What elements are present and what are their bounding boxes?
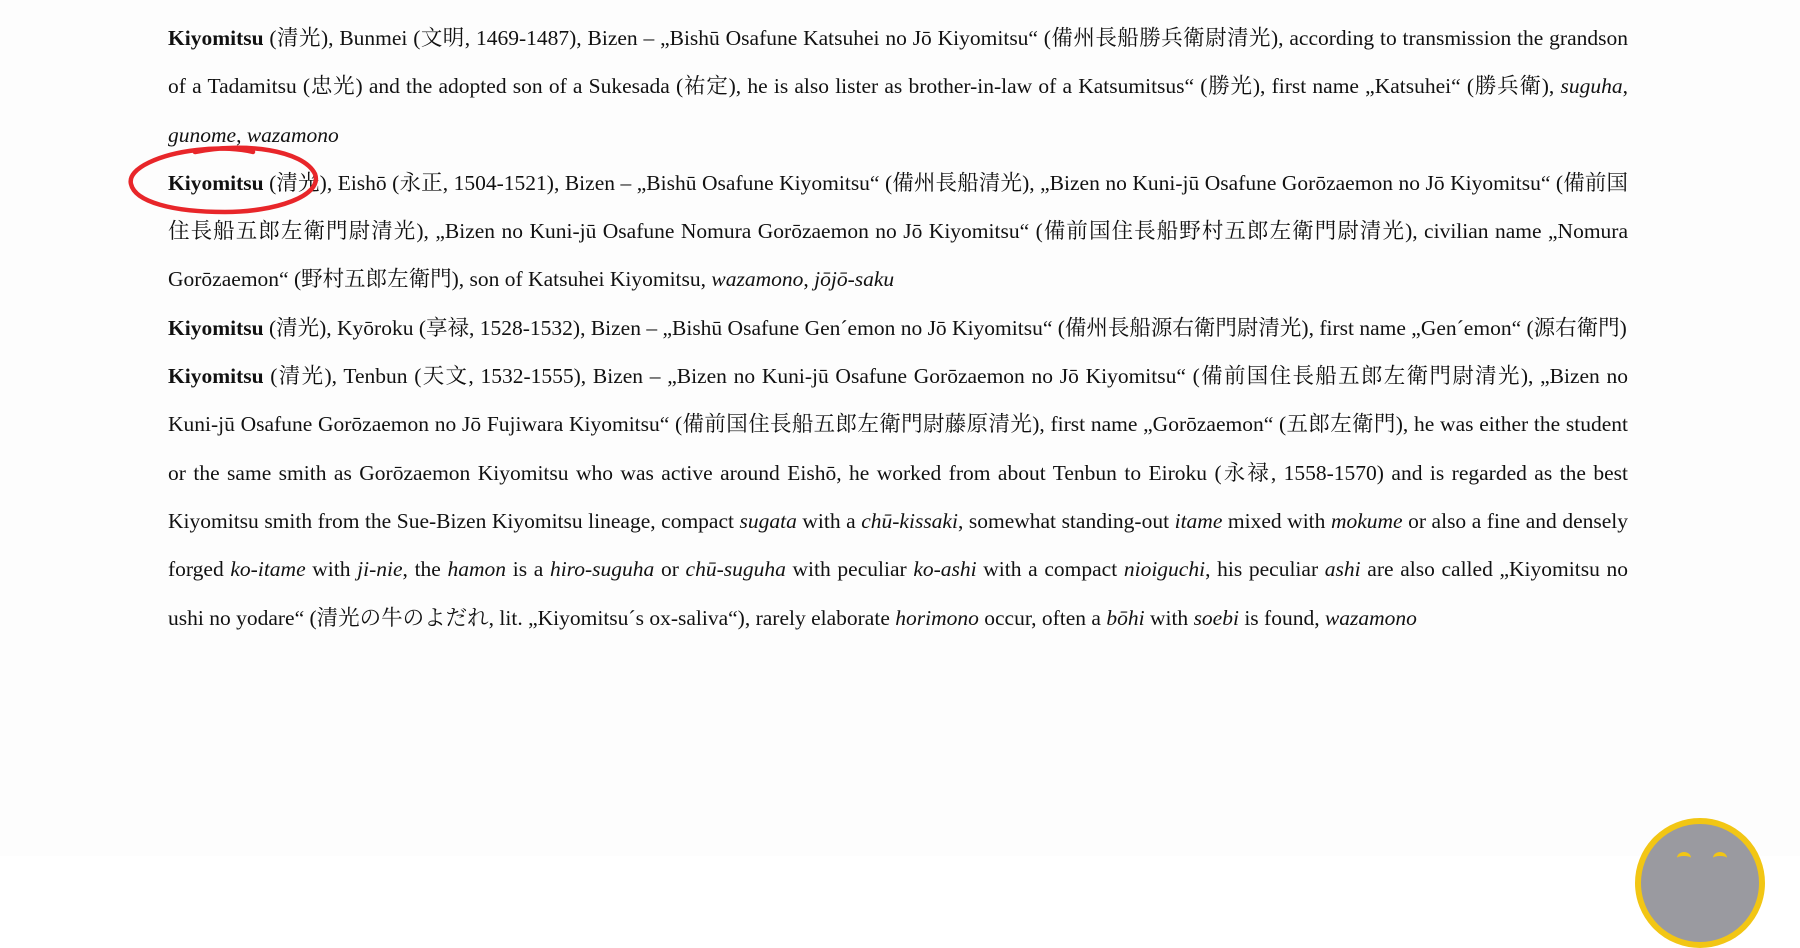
italic-term: gunome [168, 122, 237, 147]
text-run: (清光), Tenbun (天文, 1532-1555), Bizen – „Bizen no Kuni-jū Osafune Gorōzaemon no Jō Kiyomitsu“ (備前国住長船五郎左衛門尉清光), „Bizen no Kuni-jū Osafune Gorōzaemon no Jō Fujiwara Kiyomitsu“ (備前国住長船五郎左衛門尉藤原清光), first name „Gorōzaemon“ (五郎左衛門), he was either the student or the same smith as Gorōzaemon Kiyomitsu who was active around Eishō, he worked from about Tenbun to Eiroku (永禄, 1558-1570) and is regarded as the best Kiyomitsu smith from the Sue-Bizen Kiyomitsu lineage, compact [168, 364, 1628, 533]
text-run: , the [402, 557, 448, 582]
text-run: , [803, 267, 815, 292]
badge-eye-left [1677, 852, 1691, 864]
entry-name: Kiyomitsu [168, 26, 264, 50]
italic-term: chū-kissaki [861, 508, 958, 533]
text-run: mixed with [1222, 508, 1331, 533]
italic-term: jōjō-saku [814, 267, 895, 292]
italic-term: horimono [895, 605, 979, 630]
italic-term: hiro-suguha [549, 557, 655, 582]
entry-kiyomitsu-eisho [168, 159, 1628, 304]
text-run: is found, [1238, 605, 1325, 630]
text-run: with [305, 557, 358, 582]
entry-name: Kiyomitsu [168, 170, 264, 195]
italic-term: ashi [1324, 557, 1361, 582]
text-run: occur, often a [978, 605, 1107, 630]
text-run: , [1622, 74, 1628, 99]
text-run: (清光), Eishō (永正, 1504-1521), Bizen – „Bishū Osafune Kiyomitsu“ (備州長船清光), „Bizen no Kuni-jū Osafune Gorōzaemon no Jō Kiyomitsu“ (備前国住長船五郎左衛門尉清光), „Bizen no Kuni-jū Osafune Nomura Gorōzaemon no Jō Kiyomitsu“ (備前国住長船野村五郎左衛門尉清光), civilian name „Nomura Gorōzaemon“ (野村五郎左衛門), son of Katsuhei Kiyomitsu, [168, 170, 1628, 292]
text-run: (清光), Bunmei (文明, 1469-1487), Bizen – „Bishū Osafune Katsuhei no Jō Kiyomitsu“ (備州長船勝兵衛尉清光), according to transmission the grandson of a Tadamitsu (忠光) and the adopted son of a Sukesada (祐定), he is also lister as brother-in-law of a Katsumitsus“ (勝光), first name „Katsuhei“ (勝兵衛), [168, 26, 1628, 99]
italic-term: bōhi [1106, 605, 1145, 630]
italic-term: ko-itame [230, 557, 306, 582]
text-run: (清光), Kyōroku (享禄, 1528-1532), Bizen – „Bishū Osafune Gen´emon no Jō Kiyomitsu“ (備州長船源右衛門尉清光), first name „Gen´emon“ (源右衛門) [263, 315, 1627, 340]
italic-term: soebi [1193, 605, 1239, 630]
text-run: is a [506, 557, 550, 582]
italic-term: nioiguchi [1123, 557, 1206, 582]
entry-text [168, 26, 1628, 147]
italic-term: wazamono [711, 267, 804, 292]
entry-kiyomitsu-bunmei [168, 14, 1628, 159]
text-run: with [1144, 605, 1194, 630]
entry-text [264, 316, 1627, 340]
italic-term: itame [1174, 508, 1223, 533]
italic-term: mokume [1330, 508, 1403, 533]
italic-term: ko-ashi [913, 557, 977, 582]
italic-term: wazamono [246, 122, 339, 147]
document-content [168, 14, 1628, 642]
entry-name: Kiyomitsu [168, 315, 264, 340]
entry-text [168, 171, 1628, 292]
italic-term: ji-nie [357, 557, 403, 582]
text-run: , his peculiar [1205, 557, 1325, 582]
text-run: with a compact [976, 557, 1124, 582]
italic-term: hamon [447, 557, 507, 582]
text-run: with peculiar [785, 557, 914, 582]
text-run: with a [796, 508, 862, 533]
italic-term: sugata [739, 508, 797, 533]
entry-kiyomitsu-kyoroku [168, 304, 1628, 352]
emoji-face-icon[interactable] [1635, 818, 1765, 948]
italic-term: chū-suguha [685, 557, 786, 582]
italic-term: suguha [1560, 74, 1623, 99]
italic-term: wazamono [1324, 605, 1417, 630]
entry-text [168, 364, 1628, 629]
badge-eye-right [1713, 852, 1727, 864]
text-run: or [654, 557, 686, 582]
text-run: or also a fine and densely forged [168, 508, 1628, 582]
entry-kiyomitsu-tenbun [168, 352, 1628, 642]
text-run: , [236, 122, 247, 147]
text-run: are also called „Kiyomitsu no ushi no yodare“ (清光の牛のよだれ, lit. „Kiyomitsu´s ox-saliva“), rarely elaborate [168, 557, 1628, 630]
entry-name: Kiyomitsu [168, 364, 264, 389]
text-run: , somewhat standing-out [957, 508, 1175, 533]
